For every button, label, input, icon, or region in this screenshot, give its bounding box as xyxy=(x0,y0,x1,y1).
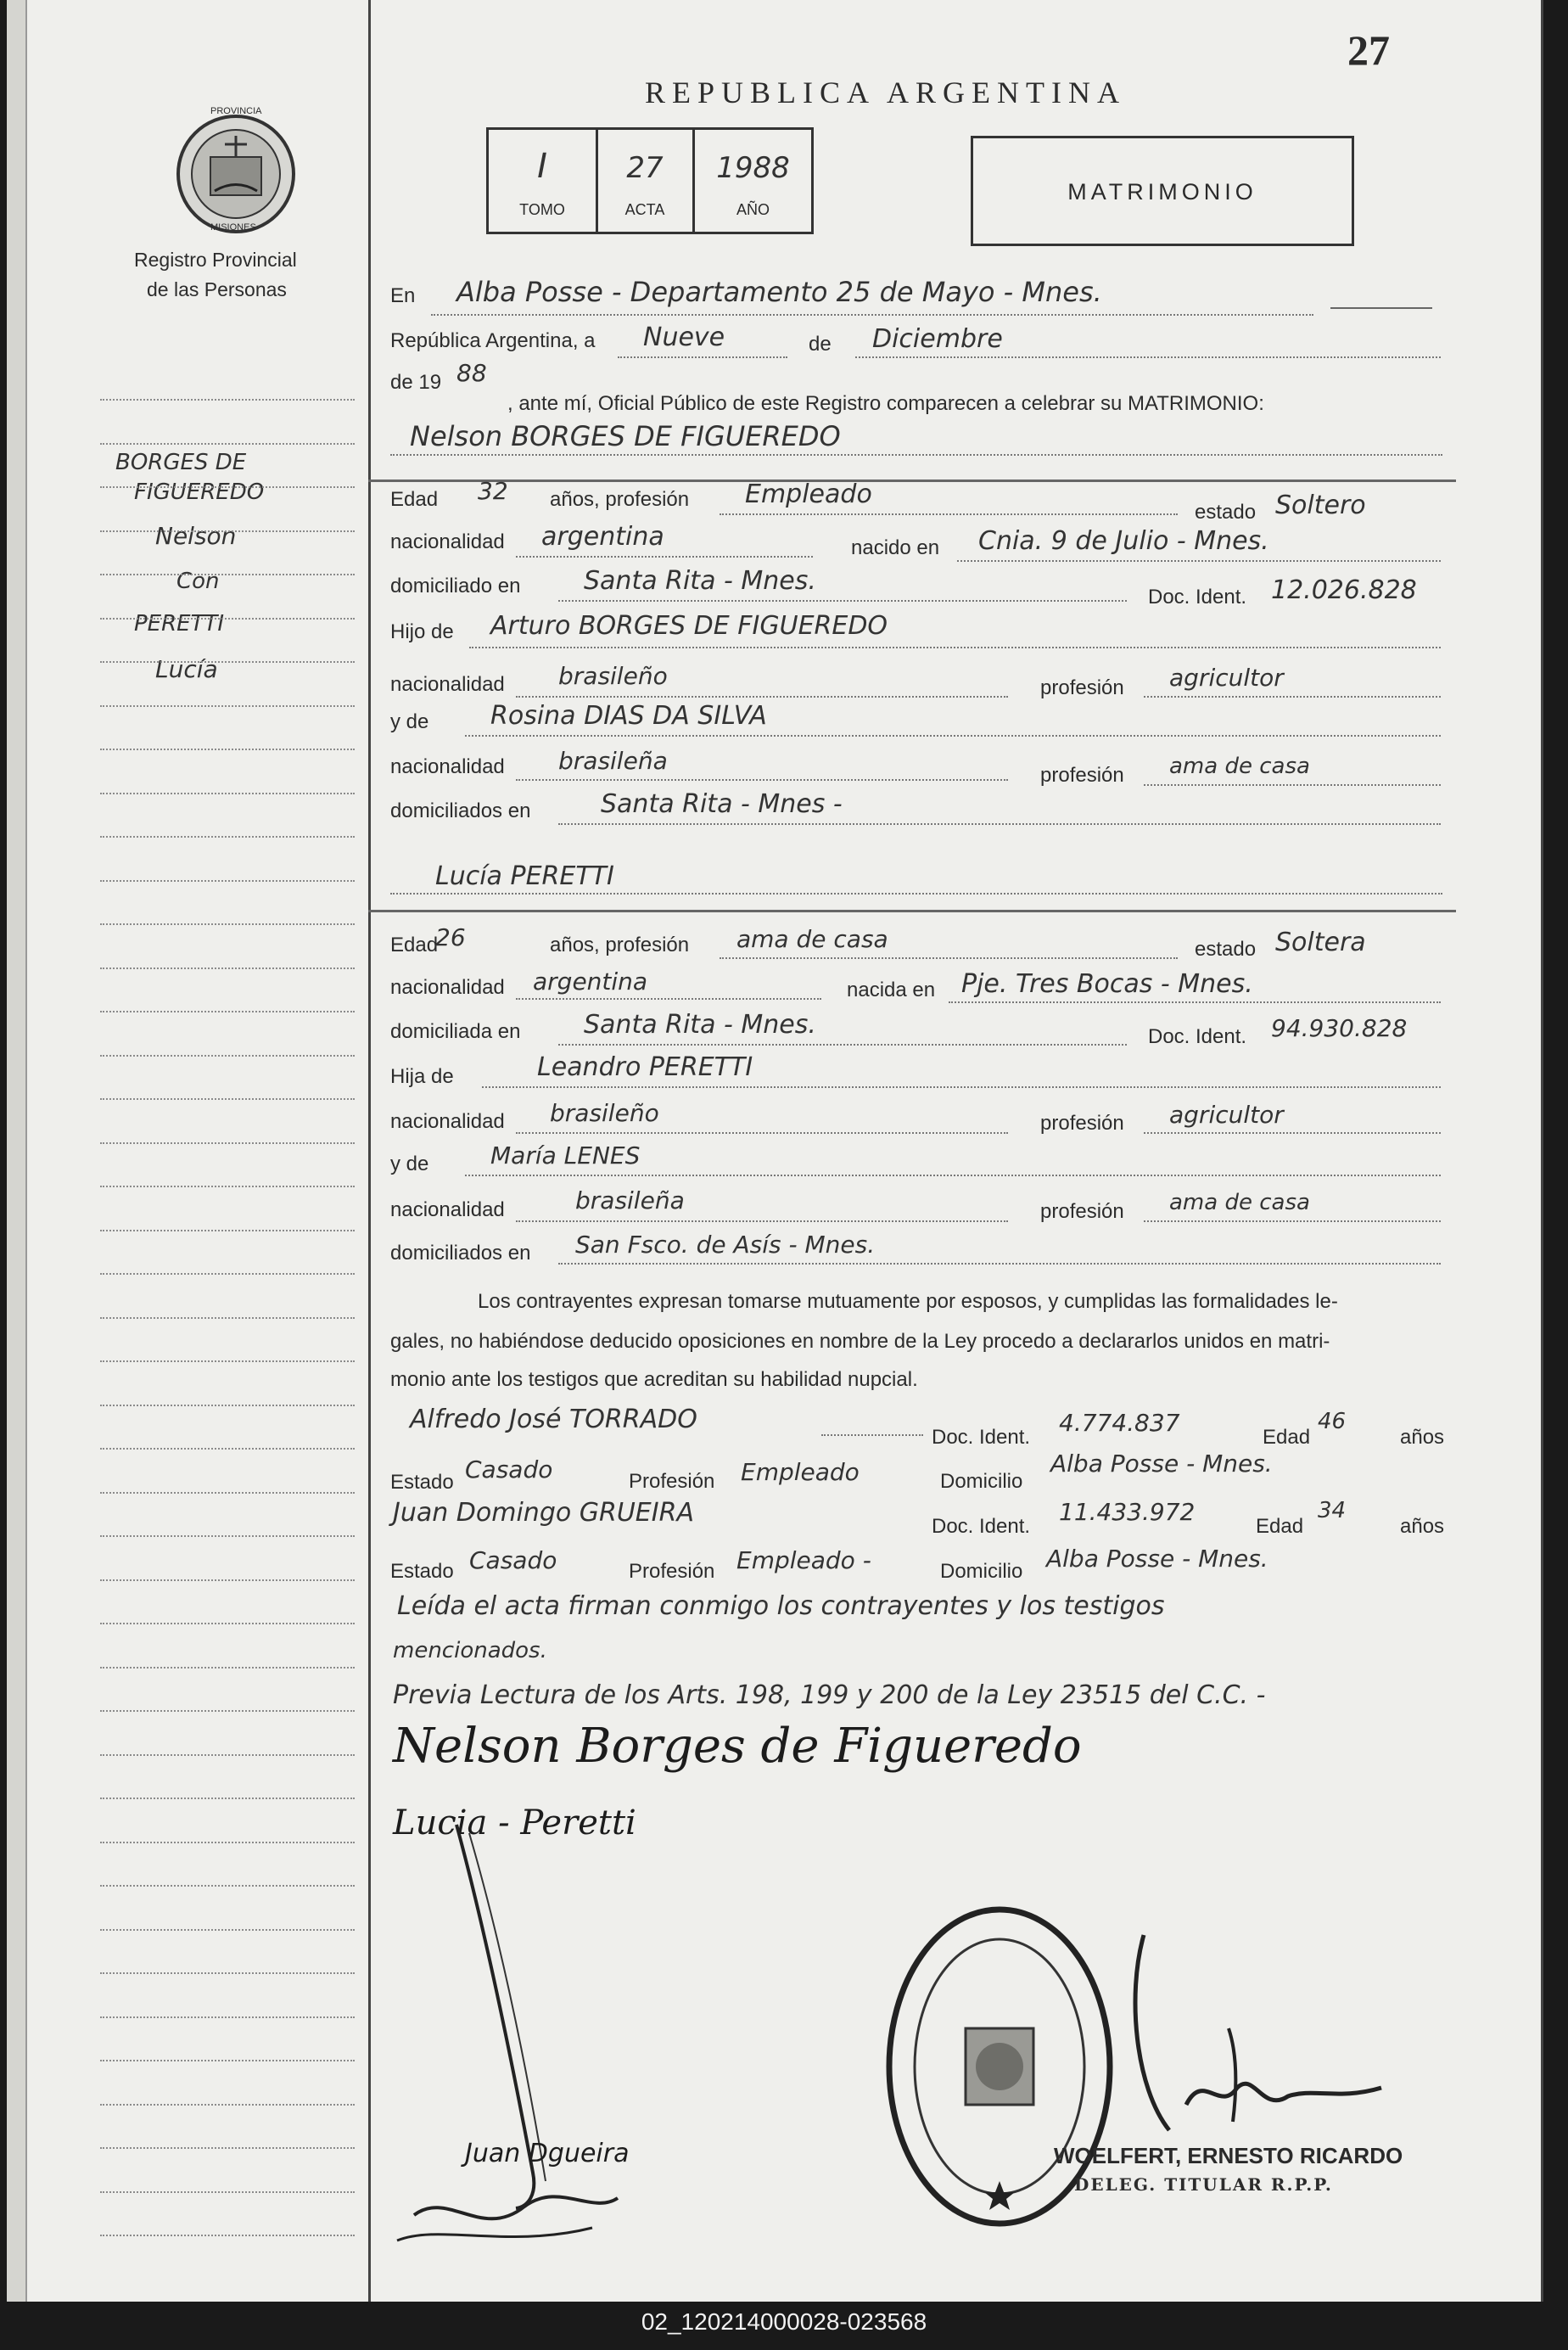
witness-signature-stroke-icon xyxy=(380,1816,635,2257)
groom-prof-line xyxy=(720,513,1178,515)
margin-ruled-line xyxy=(100,1710,355,1712)
province-emblem-icon xyxy=(172,110,300,238)
bride-hija-label: Hija de xyxy=(390,1065,454,1088)
bride-mnac-line xyxy=(516,1220,1008,1222)
margin-column-line xyxy=(368,0,371,2302)
bride-estado-label: estado xyxy=(1195,938,1257,961)
bride-fprof-line xyxy=(1144,1132,1441,1134)
margin-ruled-line xyxy=(100,1929,355,1931)
margin-ruled-line xyxy=(100,1273,355,1275)
bride-anos-label: años, profesión xyxy=(550,934,690,956)
bride-nac-label: nacionalidad xyxy=(390,976,505,999)
margin-ruled-line xyxy=(100,2147,355,2149)
year-prefix: de 19 xyxy=(390,371,442,394)
emblem-bottom-text: MISIONES xyxy=(210,222,256,233)
witness1-name: Alfredo José TORRADO xyxy=(410,1405,697,1434)
groom-fprof-label: profesión xyxy=(1040,676,1124,699)
note-previa-lectura: Previa Lectura de los Arts. 198, 199 y 200 de la Ley 23515 del C.C. - xyxy=(393,1680,1266,1710)
bride-father-nac: brasileño xyxy=(550,1099,659,1127)
groom-father-nac: brasileño xyxy=(558,662,668,690)
groom-yde-label: y de xyxy=(390,710,429,733)
bride-mnac-label: nacionalidad xyxy=(390,1198,505,1221)
groom-dom-line xyxy=(558,600,1127,602)
witness1-edad: 46 xyxy=(1318,1409,1347,1434)
bride-full-name: Lucía PERETTI xyxy=(435,861,614,891)
record-number-box xyxy=(486,127,814,234)
officer-title: DELEG. TITULAR R.P.P. xyxy=(1074,2174,1333,2195)
margin-ruled-line xyxy=(100,836,355,838)
margin-ruled-line xyxy=(100,1492,355,1494)
groom-mother-prof: ama de casa xyxy=(1169,754,1310,779)
scan-id-footer: 02_120214000028-023568 xyxy=(641,2308,927,2335)
margin-ruled-line xyxy=(100,2191,355,2193)
groom-edad: 32 xyxy=(478,477,508,505)
groom-mprof-label: profesión xyxy=(1040,764,1124,787)
bride-estado: Soltera xyxy=(1275,928,1366,957)
bride-mprof-label: profesión xyxy=(1040,1200,1124,1223)
place-dash xyxy=(1330,307,1432,309)
page-number: 27 xyxy=(1347,26,1390,74)
acta-label: ACTA xyxy=(624,201,665,218)
margin-note-groom-name: Nelson xyxy=(155,522,237,550)
declaration-line2: gales, no habiéndose deducido oposiciones en nombre de la Ley procedo a declararlos unidos en matri- xyxy=(390,1330,1330,1353)
groom-profesion: Empleado xyxy=(745,480,872,509)
groom-dom-label: domiciliado en xyxy=(390,575,521,597)
country-header: REPUBLICA ARGENTINA xyxy=(645,76,1127,109)
margin-ruled-line xyxy=(100,530,355,532)
republica-label: República Argentina, a xyxy=(390,329,596,352)
witness1-estado-label: Estado xyxy=(390,1471,454,1494)
witness-signature: Juan Dgueira xyxy=(465,2139,630,2168)
register-page xyxy=(7,0,1543,2302)
tomo-label: TOMO xyxy=(519,201,565,218)
bride-mother-line xyxy=(465,1175,1441,1176)
margin-ruled-line xyxy=(100,1230,355,1231)
bride-section-rule xyxy=(368,910,1456,912)
declaration-line1: Los contrayentes expresan tomarse mutuamente por esposos, y cumplidas las formalidades le- xyxy=(478,1290,1338,1313)
page-binding xyxy=(7,0,27,2302)
bride-name-line xyxy=(390,893,1442,895)
groom-estado-label: estado xyxy=(1195,501,1257,524)
bride-mother: María LENES xyxy=(490,1141,641,1169)
margin-ruled-line xyxy=(100,1842,355,1843)
month-line xyxy=(855,356,1441,358)
officer-signature-icon xyxy=(1110,1918,1415,2173)
bride-nacionalidad: argentina xyxy=(533,967,648,996)
witness1-dom-label: Domicilio xyxy=(940,1470,1023,1493)
groom-nacido-label: nacido en xyxy=(851,536,940,559)
bride-fnac-line xyxy=(516,1132,1008,1134)
margin-note-bride-surname: PERETTI xyxy=(134,611,225,637)
margin-ruled-line xyxy=(100,1972,355,1974)
margin-ruled-line xyxy=(100,1142,355,1144)
witness2-doc-label: Doc. Ident. xyxy=(932,1515,1031,1538)
witness2-estado: Casado xyxy=(469,1546,557,1574)
groom-edad-label: Edad xyxy=(390,488,439,511)
place-line xyxy=(431,314,1313,316)
margin-ruled-line xyxy=(100,793,355,794)
witness2-domicilio: Alba Posse - Mnes. xyxy=(1046,1545,1268,1573)
witness1-name-line xyxy=(821,1434,923,1436)
witness2-profesion: Empleado - xyxy=(736,1546,871,1574)
margin-ruled-line xyxy=(100,443,355,445)
intro-rest: , ante mí, Oficial Público de este Registro comparecen a celebrar su MATRIMONIO: xyxy=(507,392,1264,415)
groom-signature: Nelson Borges de Figueredo xyxy=(393,1719,1082,1774)
tomo-value: I xyxy=(537,147,547,186)
groom-section-rule xyxy=(368,480,1456,482)
note-reading: Leída el acta firman conmigo los contrayentes y los testigos xyxy=(397,1591,1165,1621)
bride-prof-line xyxy=(720,957,1178,959)
margin-ruled-line xyxy=(100,1317,355,1319)
en-label: En xyxy=(390,284,416,307)
groom-father-line xyxy=(469,647,1441,648)
groom-pdom-label: domiciliados en xyxy=(390,799,531,822)
groom-nacido-line xyxy=(957,560,1441,562)
anio-label: AÑO xyxy=(736,201,770,218)
groom-doc-label: Doc. Ident. xyxy=(1148,586,1247,609)
margin-ruled-line xyxy=(100,1055,355,1057)
witness2-doc: 11.433.972 xyxy=(1059,1498,1196,1526)
bride-mother-prof: ama de casa xyxy=(1169,1190,1310,1215)
groom-father: Arturo BORGES DE FIGUEREDO xyxy=(490,611,888,641)
bride-dom-label: domiciliada en xyxy=(390,1020,521,1043)
bride-nacida-label: nacida en xyxy=(847,979,936,1001)
month-value: Diciembre xyxy=(872,324,1003,354)
emblem-top-text: PROVINCIA xyxy=(210,106,262,116)
margin-ruled-line xyxy=(100,2016,355,2018)
margin-note-bride-name: Lucía xyxy=(155,655,218,683)
witness2-estado-label: Estado xyxy=(390,1560,454,1583)
witness2-prof-label: Profesión xyxy=(629,1560,715,1583)
witness2-name: Juan Domingo GRUEIRA xyxy=(393,1498,694,1528)
groom-mother-nac: brasileña xyxy=(558,747,668,775)
groom-domicilio: Santa Rita - Mnes. xyxy=(584,566,816,596)
groom-parents-dom: Santa Rita - Mnes - xyxy=(601,789,843,819)
margin-ruled-line xyxy=(100,923,355,925)
margin-ruled-line xyxy=(100,399,355,401)
groom-nac-line xyxy=(516,556,813,558)
margin-ruled-line xyxy=(100,1098,355,1100)
bride-father: Leandro PERETTI xyxy=(537,1052,753,1082)
margin-ruled-line xyxy=(100,1186,355,1187)
day-line xyxy=(618,356,787,358)
margin-note-surname2: FIGUEREDO xyxy=(134,480,265,505)
groom-fprof-line xyxy=(1144,696,1441,698)
margin-ruled-line xyxy=(100,486,355,488)
bride-signature: Lucia - Peretti xyxy=(393,1803,636,1842)
margin-ruled-line xyxy=(100,1448,355,1450)
margin-ruled-line xyxy=(100,880,355,882)
witness2-edad: 34 xyxy=(1318,1498,1347,1523)
groom-mprof-line xyxy=(1144,784,1441,786)
margin-ruled-line xyxy=(100,574,355,575)
bride-nacida-en: Pje. Tres Bocas - Mnes. xyxy=(961,969,1253,999)
witness2-anos-label: años xyxy=(1400,1515,1445,1538)
bride-edad: 26 xyxy=(435,923,466,951)
de-label: de xyxy=(809,333,832,356)
witness1-anos-label: años xyxy=(1400,1426,1445,1449)
witness2-edad-label: Edad xyxy=(1256,1515,1304,1538)
bride-doc-label: Doc. Ident. xyxy=(1148,1025,1247,1048)
bride-nacida-line xyxy=(949,1001,1441,1003)
day-value: Nueve xyxy=(643,322,725,352)
anio-value: 1988 xyxy=(716,151,790,185)
groom-mnac-label: nacionalidad xyxy=(390,755,505,778)
groom-nacido-en: Cnia. 9 de Julio - Mnes. xyxy=(978,526,1269,556)
groom-name-line xyxy=(390,454,1442,456)
groom-mother-line xyxy=(465,735,1441,737)
declaration-line3: monio ante los testigos que acreditan su habilidad nupcial. xyxy=(390,1368,918,1391)
margin-ruled-line xyxy=(100,1535,355,1537)
bride-parents-dom: San Fsco. de Asís - Mnes. xyxy=(575,1231,876,1259)
bride-fnac-label: nacionalidad xyxy=(390,1110,505,1133)
acta-value: 27 xyxy=(626,151,664,185)
groom-full-name: Nelson BORGES DE FIGUEREDO xyxy=(410,420,841,452)
margin-ruled-line xyxy=(100,705,355,707)
witness1-doc-label: Doc. Ident. xyxy=(932,1426,1031,1449)
margin-ruled-line xyxy=(100,2104,355,2106)
witness1-edad-label: Edad xyxy=(1263,1426,1311,1449)
groom-nac-label: nacionalidad xyxy=(390,530,505,553)
margin-ruled-line xyxy=(100,1667,355,1669)
margin-note-surname: BORGES DE xyxy=(115,450,247,475)
witness2-dom-label: Domicilio xyxy=(940,1560,1023,1583)
groom-doc: 12.026.828 xyxy=(1271,575,1417,605)
groom-nacionalidad: argentina xyxy=(541,522,664,552)
record-type: MATRIMONIO xyxy=(1067,179,1257,205)
groom-pdom-line xyxy=(558,823,1441,825)
bride-profesion: ama de casa xyxy=(736,925,888,953)
margin-ruled-line xyxy=(100,1754,355,1756)
margin-ruled-line xyxy=(100,967,355,969)
witness1-domicilio: Alba Posse - Mnes. xyxy=(1050,1450,1273,1478)
record-type-box xyxy=(971,136,1354,246)
margin-ruled-line xyxy=(100,1623,355,1624)
bride-doc: 94.930.828 xyxy=(1271,1014,1408,1042)
year-suffix: 88 xyxy=(456,359,487,387)
groom-hijo-label: Hijo de xyxy=(390,620,454,643)
margin-ruled-line xyxy=(100,2235,355,2236)
margin-ruled-line xyxy=(100,749,355,750)
bride-father-line xyxy=(482,1086,1441,1088)
bride-dom-line xyxy=(558,1044,1127,1046)
groom-anos-label: años, profesión xyxy=(550,488,690,511)
bride-yde-label: y de xyxy=(390,1153,429,1175)
bride-edad-label: Edad xyxy=(390,934,439,956)
place-value: Alba Posse - Departamento 25 de Mayo - Mnes. xyxy=(456,276,1102,308)
groom-estado: Soltero xyxy=(1275,491,1366,520)
groom-fnac-line xyxy=(516,696,1008,698)
bride-nac-line xyxy=(516,998,821,1000)
groom-father-prof: agricultor xyxy=(1169,664,1284,692)
note-mencionados: mencionados. xyxy=(393,1638,547,1663)
groom-fnac-label: nacionalidad xyxy=(390,673,505,696)
bride-pdom-label: domiciliados en xyxy=(390,1242,531,1265)
bride-mother-nac: brasileña xyxy=(575,1186,685,1214)
officer-name: WOELFERT, ERNESTO RICARDO xyxy=(1054,2143,1403,2168)
margin-ruled-line xyxy=(100,1360,355,1362)
margin-ruled-line xyxy=(100,1011,355,1012)
bride-domicilio: Santa Rita - Mnes. xyxy=(584,1010,816,1040)
margin-ruled-line xyxy=(100,1798,355,1799)
witness1-profesion: Empleado xyxy=(741,1458,860,1486)
margin-ruled-line xyxy=(100,2060,355,2061)
witness1-doc: 4.774.837 xyxy=(1059,1409,1180,1437)
bride-mprof-line xyxy=(1144,1220,1441,1222)
margin-ruled-line xyxy=(100,1579,355,1581)
margin-note-con: Con xyxy=(176,569,220,594)
bride-pdom-line xyxy=(558,1263,1441,1265)
bride-father-prof: agricultor xyxy=(1169,1101,1284,1129)
margin-ruled-line xyxy=(100,661,355,663)
groom-mnac-line xyxy=(516,779,1008,781)
bride-fprof-label: profesión xyxy=(1040,1112,1124,1135)
registry-line1: Registro Provincial xyxy=(134,249,297,271)
margin-ruled-line xyxy=(100,1885,355,1887)
witness1-prof-label: Profesión xyxy=(629,1470,715,1493)
registry-line2: de las Personas xyxy=(147,278,287,300)
groom-mother: Rosina DIAS DA SILVA xyxy=(490,701,767,731)
margin-ruled-line xyxy=(100,618,355,620)
margin-ruled-line xyxy=(100,1405,355,1406)
witness1-estado: Casado xyxy=(465,1455,553,1483)
